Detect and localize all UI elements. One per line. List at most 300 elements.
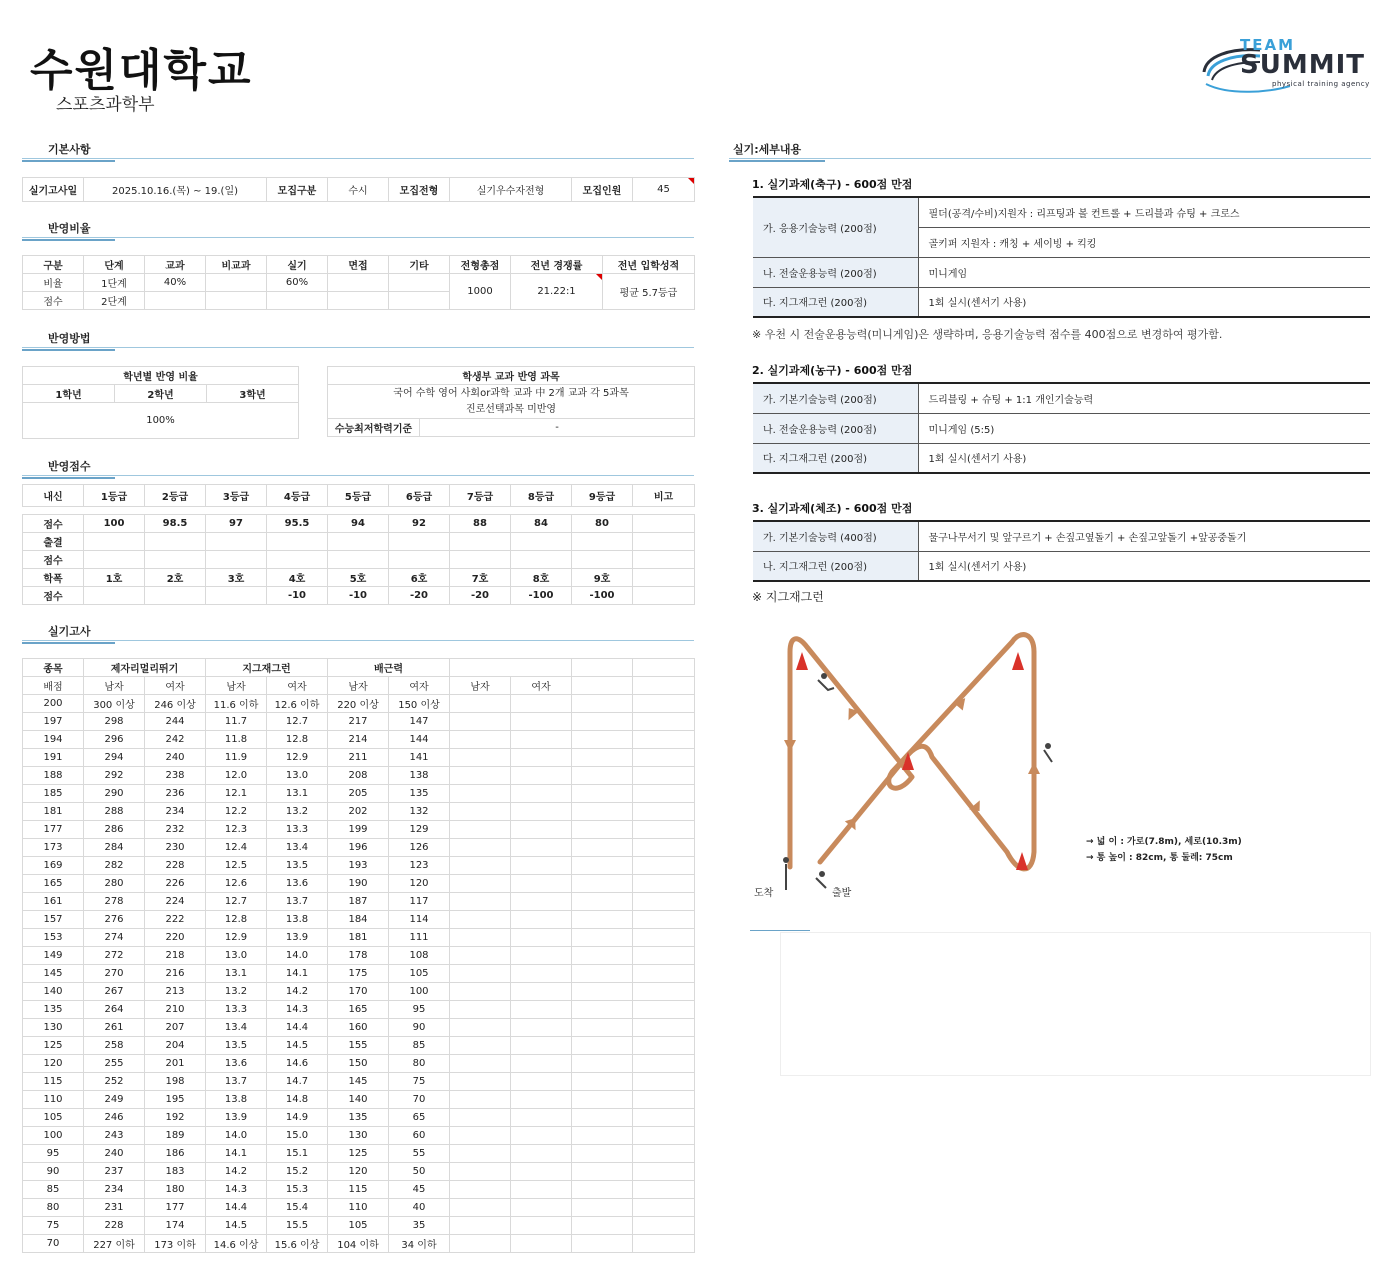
exam-cell: 227 이하 bbox=[84, 1235, 145, 1253]
table-row bbox=[23, 803, 695, 821]
task-3-b-value: 1회 실시(센서기 사용) bbox=[918, 551, 1370, 581]
department-subtitle: 스포츠과학부 bbox=[56, 95, 155, 115]
exam-cell: 193 bbox=[328, 857, 389, 875]
exam-empty-cell bbox=[572, 1019, 633, 1037]
score-cell bbox=[267, 533, 328, 551]
exam-cell: 255 bbox=[84, 1055, 145, 1073]
exam-cell: 214 bbox=[328, 731, 389, 749]
exam-empty-cell bbox=[572, 1199, 633, 1217]
exam-cell: 208 bbox=[328, 767, 389, 785]
score-header: 내신 bbox=[23, 485, 84, 507]
score-cell: 7호 bbox=[450, 569, 511, 587]
exam-cell: 237 bbox=[84, 1163, 145, 1181]
exam-empty-cell bbox=[633, 1127, 695, 1145]
exam-cell: 202 bbox=[328, 803, 389, 821]
score-cell bbox=[84, 551, 145, 569]
exam-empty-cell bbox=[511, 1235, 572, 1253]
subject-line-1: 국어 수학 영어 사회or과학 교과 中 2개 교과 각 5과목 bbox=[393, 387, 629, 399]
exam-cell: 14.1 bbox=[206, 1145, 267, 1163]
exam-cell: 13.2 bbox=[206, 983, 267, 1001]
exam-empty-cell bbox=[450, 1109, 511, 1127]
score-cell: 98.5 bbox=[145, 515, 206, 533]
ratio-cell: 60% bbox=[267, 274, 328, 292]
exam-cell: 228 bbox=[145, 857, 206, 875]
exam-empty-cell bbox=[511, 947, 572, 965]
exam-cell: 173 bbox=[23, 839, 84, 857]
ratio-header: 비교과 bbox=[206, 256, 267, 274]
exam-cell: 150 bbox=[328, 1055, 389, 1073]
exam-cell: 294 bbox=[84, 749, 145, 767]
exam-cell: 220 이상 bbox=[328, 695, 389, 713]
score-cell: 2호 bbox=[145, 569, 206, 587]
task-2-title: 2. 실기과제(농구) - 600점 만점 bbox=[752, 364, 913, 377]
exam-cell: 110 bbox=[23, 1091, 84, 1109]
ratio-cell bbox=[206, 274, 267, 292]
exam-empty-cell bbox=[511, 1109, 572, 1127]
exam-cell: 217 bbox=[328, 713, 389, 731]
exam-cell: 192 bbox=[145, 1109, 206, 1127]
exam-empty-cell bbox=[633, 1163, 695, 1181]
exam-empty-cell bbox=[572, 947, 633, 965]
exam-cell: 155 bbox=[328, 1037, 389, 1055]
exam-empty-cell bbox=[572, 1235, 633, 1253]
table-row bbox=[23, 1091, 695, 1109]
exam-empty-cell bbox=[633, 1235, 695, 1253]
exam-empty-cell bbox=[633, 803, 695, 821]
zigzag-finish-label: 도착 bbox=[754, 888, 774, 899]
exam-cell: 80 bbox=[389, 1055, 450, 1073]
zigzag-course-icon bbox=[752, 612, 1372, 912]
score-cell bbox=[450, 533, 511, 551]
section-basic-title: 기본사항 bbox=[22, 141, 115, 162]
exam-cell: 220 bbox=[145, 929, 206, 947]
exam-cell: 196 bbox=[328, 839, 389, 857]
score-cell: -10 bbox=[267, 587, 328, 605]
score-cell: 92 bbox=[389, 515, 450, 533]
zigzag-size-info: → 넓 이 : 가로(7.8m), 세로(10.3m) bbox=[1086, 837, 1242, 847]
exam-cell: 14.5 bbox=[267, 1037, 328, 1055]
exam-cell: 15.1 bbox=[267, 1145, 328, 1163]
task-3-b-label: 나. 지그재그런 (200점) bbox=[753, 551, 918, 581]
grade-label: 1학년 bbox=[23, 385, 115, 403]
ratio-cell bbox=[206, 292, 267, 310]
score-cell: 80 bbox=[572, 515, 633, 533]
exam-empty-cell bbox=[511, 731, 572, 749]
exam-empty-cell bbox=[450, 1199, 511, 1217]
exam-cell: 282 bbox=[84, 857, 145, 875]
exam-cell: 110 bbox=[328, 1199, 389, 1217]
exam-cell: 11.6 이하 bbox=[206, 695, 267, 713]
exam-empty-cell bbox=[572, 1073, 633, 1091]
recruit-count-value: 45 bbox=[633, 178, 695, 202]
exam-empty-cell bbox=[572, 1127, 633, 1145]
score-cell: 97 bbox=[206, 515, 267, 533]
exam-cell: 153 bbox=[23, 929, 84, 947]
exam-empty-cell bbox=[633, 1109, 695, 1127]
exam-cell: 129 bbox=[389, 821, 450, 839]
exam-cell: 261 bbox=[84, 1019, 145, 1037]
exam-empty-cell bbox=[572, 965, 633, 983]
exam-cell: 165 bbox=[23, 875, 84, 893]
score-header: 1등급 bbox=[84, 485, 145, 507]
section-exam-title: 실기고사 bbox=[22, 623, 115, 644]
score-cell: 88 bbox=[450, 515, 511, 533]
exam-empty-cell bbox=[633, 749, 695, 767]
recruit-count-label: 모집인원 bbox=[572, 178, 633, 202]
exam-cell: 14.3 bbox=[267, 1001, 328, 1019]
recruit-type-value: 수시 bbox=[328, 178, 389, 202]
ratio-header: 단계 bbox=[84, 256, 145, 274]
exam-cell: 135 bbox=[328, 1109, 389, 1127]
exam-empty-cell bbox=[511, 803, 572, 821]
exam-cell: 100 bbox=[23, 1127, 84, 1145]
exam-cell: 270 bbox=[84, 965, 145, 983]
exam-cell: 201 bbox=[145, 1055, 206, 1073]
exam-empty-cell bbox=[511, 695, 572, 713]
score-cell bbox=[572, 533, 633, 551]
task-3-a-value: 물구나무서기 및 앞구르기 + 손짚고옆돌기 + 손짚고앞돌기 +앞공중돌기 bbox=[918, 521, 1370, 551]
task-1-a-keeper: 골키퍼 지원자 : 캐칭 + 세이빙 + 킥킹 bbox=[918, 227, 1370, 257]
exam-cell: 246 bbox=[84, 1109, 145, 1127]
exam-cell: 75 bbox=[389, 1073, 450, 1091]
exam-cell: 13.5 bbox=[206, 1037, 267, 1055]
exam-cell: 95 bbox=[23, 1145, 84, 1163]
exam-cell: 14.4 bbox=[206, 1199, 267, 1217]
exam-cell: 130 bbox=[23, 1019, 84, 1037]
exam-empty-cell bbox=[572, 983, 633, 1001]
exam-empty-cell bbox=[450, 1181, 511, 1199]
exam-cell: 123 bbox=[389, 857, 450, 875]
exam-male: 남자 bbox=[450, 677, 511, 695]
exam-cell: 15.6 이상 bbox=[267, 1235, 328, 1253]
exam-empty-cell bbox=[572, 929, 633, 947]
score-cell: 8호 bbox=[511, 569, 572, 587]
exam-empty-cell bbox=[511, 1073, 572, 1091]
exam-cell: 90 bbox=[389, 1019, 450, 1037]
exam-cell: 13.3 bbox=[206, 1001, 267, 1019]
exam-empty-cell bbox=[572, 1109, 633, 1127]
table-row bbox=[23, 713, 695, 731]
divider bbox=[750, 930, 810, 931]
exam-empty-cell bbox=[511, 1199, 572, 1217]
section-ratio bbox=[22, 220, 694, 238]
ratio-cell: 40% bbox=[145, 274, 206, 292]
score-header: 4등급 bbox=[267, 485, 328, 507]
exam-empty-cell bbox=[633, 911, 695, 929]
exam-cell: 15.4 bbox=[267, 1199, 328, 1217]
exam-cell: 280 bbox=[84, 875, 145, 893]
exam-cell: 187 bbox=[328, 893, 389, 911]
exam-empty-cell bbox=[633, 713, 695, 731]
exam-empty-cell bbox=[572, 713, 633, 731]
exam-cell: 120 bbox=[23, 1055, 84, 1073]
ratio-cell bbox=[389, 274, 450, 292]
grade-ratio-value: 100% bbox=[23, 403, 299, 439]
exam-cell: 190 bbox=[328, 875, 389, 893]
exam-empty-cell bbox=[633, 785, 695, 803]
exam-cell: 224 bbox=[145, 893, 206, 911]
exam-cell: 234 bbox=[84, 1181, 145, 1199]
score-cell bbox=[84, 587, 145, 605]
section-ratio-title: 반영비율 bbox=[22, 220, 115, 241]
exam-cell: 207 bbox=[145, 1019, 206, 1037]
exam-cell: 90 bbox=[23, 1163, 84, 1181]
exam-cell: 177 bbox=[145, 1199, 206, 1217]
exam-cell: 13.7 bbox=[206, 1073, 267, 1091]
exam-event-2: 지그재그런 bbox=[206, 659, 328, 677]
exam-empty-cell bbox=[511, 1037, 572, 1055]
exam-empty-cell bbox=[572, 1037, 633, 1055]
section-method bbox=[22, 330, 694, 348]
exam-cell: 12.7 bbox=[267, 713, 328, 731]
exam-cell: 13.4 bbox=[206, 1019, 267, 1037]
table-row bbox=[23, 1163, 695, 1181]
exam-empty-cell bbox=[511, 983, 572, 1001]
exam-empty-cell bbox=[633, 1001, 695, 1019]
exam-empty-cell bbox=[511, 857, 572, 875]
table-row bbox=[23, 839, 695, 857]
table-row bbox=[23, 1037, 695, 1055]
exam-cell: 12.8 bbox=[267, 731, 328, 749]
exam-cell: 14.1 bbox=[267, 965, 328, 983]
exam-cell: 14.4 bbox=[267, 1019, 328, 1037]
score-cell: -100 bbox=[572, 587, 633, 605]
exam-empty-cell bbox=[633, 893, 695, 911]
exam-cell: 50 bbox=[389, 1163, 450, 1181]
exam-empty-cell bbox=[633, 929, 695, 947]
exam-cell: 160 bbox=[328, 1019, 389, 1037]
exam-empty-cell bbox=[450, 1055, 511, 1073]
exam-empty-cell bbox=[511, 1181, 572, 1199]
score-header: 8등급 bbox=[511, 485, 572, 507]
recruit-track-label: 모집전형 bbox=[389, 178, 450, 202]
exam-cell: 117 bbox=[389, 893, 450, 911]
exam-empty-cell bbox=[450, 839, 511, 857]
exam-cell: 174 bbox=[145, 1217, 206, 1235]
exam-empty-cell bbox=[572, 1217, 633, 1235]
score-cell bbox=[633, 515, 695, 533]
ratio-competition: 21.22:1 bbox=[511, 274, 603, 310]
exam-empty-cell bbox=[511, 893, 572, 911]
ratio-header: 전형총점 bbox=[450, 256, 511, 274]
exam-empty-cell bbox=[633, 1037, 695, 1055]
grade-ratio-table bbox=[22, 366, 299, 439]
subject-line-2: 진로선택과목 미반영 bbox=[465, 403, 557, 415]
exam-cell: 298 bbox=[84, 713, 145, 731]
university-title: 수원대학교 bbox=[30, 45, 253, 96]
exam-cell: 13.7 bbox=[267, 893, 328, 911]
empty-area bbox=[780, 932, 1371, 1076]
exam-empty-cell bbox=[572, 911, 633, 929]
exam-cell: 75 bbox=[23, 1217, 84, 1235]
exam-cell: 180 bbox=[145, 1181, 206, 1199]
exam-cell: 150 이상 bbox=[389, 695, 450, 713]
exam-empty-cell bbox=[572, 893, 633, 911]
exam-cell: 14.2 bbox=[267, 983, 328, 1001]
table-row bbox=[23, 821, 695, 839]
exam-cell: 105 bbox=[389, 965, 450, 983]
exam-empty-cell bbox=[511, 1163, 572, 1181]
exam-empty-cell bbox=[572, 1091, 633, 1109]
ratio-total: 1000 bbox=[450, 274, 511, 310]
exam-cell: 14.6 이상 bbox=[206, 1235, 267, 1253]
exam-cell: 85 bbox=[23, 1181, 84, 1199]
exam-cell: 60 bbox=[389, 1127, 450, 1145]
ratio-header: 면접 bbox=[328, 256, 389, 274]
table-row bbox=[23, 947, 695, 965]
task-3-table bbox=[753, 520, 1370, 582]
exam-cell: 115 bbox=[328, 1181, 389, 1199]
exam-cell: 14.0 bbox=[267, 947, 328, 965]
exam-cell: 13.2 bbox=[267, 803, 328, 821]
exam-cell: 240 bbox=[145, 749, 206, 767]
table-row bbox=[23, 767, 695, 785]
task-2-a-label: 가. 기본기술능력 (200점) bbox=[753, 383, 918, 413]
exam-empty-cell bbox=[450, 1217, 511, 1235]
exam-cell: 194 bbox=[23, 731, 84, 749]
exam-cell: 13.1 bbox=[206, 965, 267, 983]
exam-table bbox=[22, 658, 695, 1253]
exam-empty-cell bbox=[633, 1181, 695, 1199]
logo-summit-text: SUMMIT bbox=[1240, 50, 1365, 80]
exam-empty-cell bbox=[450, 821, 511, 839]
ratio-prev-grade: 평균 5.7등급 bbox=[603, 274, 695, 310]
table-row bbox=[23, 1001, 695, 1019]
exam-cell: 173 이하 bbox=[145, 1235, 206, 1253]
exam-cell: 236 bbox=[145, 785, 206, 803]
score-cell bbox=[145, 587, 206, 605]
exam-cell: 95 bbox=[389, 1001, 450, 1019]
exam-empty-cell bbox=[511, 965, 572, 983]
section-basic bbox=[22, 141, 694, 159]
exam-empty-cell bbox=[633, 1145, 695, 1163]
exam-date-label: 실기고사일 bbox=[23, 178, 84, 202]
exam-empty-cell bbox=[633, 1091, 695, 1109]
score-cell bbox=[633, 551, 695, 569]
exam-empty-cell bbox=[450, 1163, 511, 1181]
exam-female: 여자 bbox=[145, 677, 206, 695]
exam-cell: 258 bbox=[84, 1037, 145, 1055]
exam-cell: 169 bbox=[23, 857, 84, 875]
exam-cell: 141 bbox=[389, 749, 450, 767]
exam-empty-cell bbox=[511, 1091, 572, 1109]
exam-cell: 238 bbox=[145, 767, 206, 785]
exam-cell: 14.9 bbox=[267, 1109, 328, 1127]
table-row bbox=[23, 785, 695, 803]
exam-cell: 14.2 bbox=[206, 1163, 267, 1181]
exam-empty-cell bbox=[572, 875, 633, 893]
table-row bbox=[23, 965, 695, 983]
zigzag-title: ※ 지그재그런 bbox=[752, 590, 824, 604]
exam-cell: 13.0 bbox=[267, 767, 328, 785]
exam-cell: 120 bbox=[328, 1163, 389, 1181]
exam-empty-cell bbox=[511, 839, 572, 857]
exam-cell: 205 bbox=[328, 785, 389, 803]
exam-empty-cell bbox=[633, 839, 695, 857]
exam-cell: 14.5 bbox=[206, 1217, 267, 1235]
table-row bbox=[23, 1109, 695, 1127]
exam-empty-cell bbox=[450, 893, 511, 911]
exam-cell: 13.9 bbox=[206, 1109, 267, 1127]
exam-female: 여자 bbox=[267, 677, 328, 695]
table-row bbox=[23, 731, 695, 749]
ratio-header: 기타 bbox=[389, 256, 450, 274]
exam-cell: 292 bbox=[84, 767, 145, 785]
score-cell: 점수 bbox=[23, 551, 84, 569]
score-cell bbox=[633, 587, 695, 605]
exam-cell: 120 bbox=[389, 875, 450, 893]
exam-female: 여자 bbox=[389, 677, 450, 695]
exam-cell: 177 bbox=[23, 821, 84, 839]
exam-cell: 12.1 bbox=[206, 785, 267, 803]
exam-score-header: 배점 bbox=[23, 677, 84, 695]
exam-empty-cell bbox=[633, 947, 695, 965]
grade-label: 3학년 bbox=[207, 385, 299, 403]
score-header: 3등급 bbox=[206, 485, 267, 507]
score-cell: 95.5 bbox=[267, 515, 328, 533]
task-1-table bbox=[753, 196, 1370, 318]
exam-cell: 242 bbox=[145, 731, 206, 749]
exam-empty-cell bbox=[511, 1127, 572, 1145]
ratio-header: 전년 입학성적 bbox=[603, 256, 695, 274]
task-1-b-value: 미니게임 bbox=[918, 257, 1370, 287]
exam-empty-cell bbox=[511, 767, 572, 785]
task-1-a-field: 필더(공격/수비)지원자 : 리프팅과 볼 컨트롤 + 드리블과 슈팅 + 크로스 bbox=[918, 197, 1370, 227]
section-score-title: 반영점수 bbox=[22, 458, 115, 479]
score-cell: 5호 bbox=[328, 569, 389, 587]
exam-event-1: 제자리멀리뛰기 bbox=[84, 659, 206, 677]
exam-cell: 204 bbox=[145, 1037, 206, 1055]
table-row bbox=[23, 983, 695, 1001]
task-2-c-value: 1회 실시(센서기 사용) bbox=[918, 443, 1370, 473]
task-2-c-label: 다. 지그재그런 (200점) bbox=[753, 443, 918, 473]
exam-cell: 135 bbox=[23, 1001, 84, 1019]
exam-cell: 13.8 bbox=[267, 911, 328, 929]
exam-cell: 249 bbox=[84, 1091, 145, 1109]
table-row bbox=[23, 1055, 695, 1073]
score-cell: 점수 bbox=[23, 515, 84, 533]
exam-cell: 11.7 bbox=[206, 713, 267, 731]
exam-cell: 198 bbox=[145, 1073, 206, 1091]
exam-cell: 200 bbox=[23, 695, 84, 713]
exam-cell: 246 이상 bbox=[145, 695, 206, 713]
exam-cell: 12.6 이하 bbox=[267, 695, 328, 713]
exam-empty-cell bbox=[572, 1181, 633, 1199]
exam-cell: 157 bbox=[23, 911, 84, 929]
exam-cell: 138 bbox=[389, 767, 450, 785]
score-cell bbox=[206, 533, 267, 551]
exam-cell: 125 bbox=[23, 1037, 84, 1055]
zigzag-cone-info: → 통 높이 : 82cm, 통 둘레: 75cm bbox=[1086, 853, 1233, 863]
table-row bbox=[23, 1073, 695, 1091]
exam-cell: 300 이상 bbox=[84, 695, 145, 713]
exam-cell: 199 bbox=[328, 821, 389, 839]
exam-empty-cell bbox=[450, 1019, 511, 1037]
score-cell: -100 bbox=[511, 587, 572, 605]
task-2-a-value: 드리블링 + 슈팅 + 1:1 개인기술능력 bbox=[918, 383, 1370, 413]
exam-male: 남자 bbox=[328, 677, 389, 695]
exam-empty-cell bbox=[450, 1235, 511, 1253]
csat-min-value: - bbox=[420, 419, 695, 437]
exam-cell: 12.2 bbox=[206, 803, 267, 821]
exam-empty-cell bbox=[511, 713, 572, 731]
exam-cell: 70 bbox=[389, 1091, 450, 1109]
exam-cell: 244 bbox=[145, 713, 206, 731]
score-cell bbox=[206, 587, 267, 605]
exam-empty-cell bbox=[450, 803, 511, 821]
exam-cell: 114 bbox=[389, 911, 450, 929]
exam-cell: 34 이하 bbox=[389, 1235, 450, 1253]
